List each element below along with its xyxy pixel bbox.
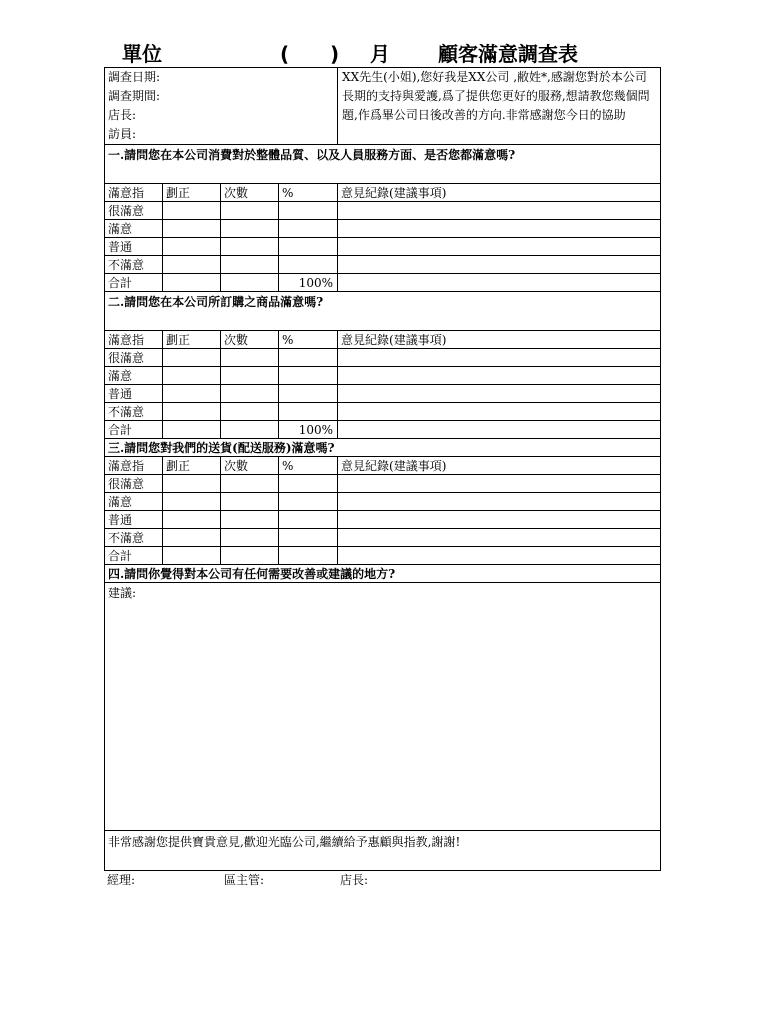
count-cell[interactable] [221, 511, 279, 529]
section-1-total-row [105, 274, 661, 292]
count-cell[interactable] [221, 256, 279, 274]
total-label: 合計 [105, 421, 163, 439]
section-2-total-row [105, 421, 661, 439]
tally-cell[interactable] [163, 421, 221, 439]
header-satisfaction: 滿意指 [105, 457, 163, 475]
percent-cell[interactable] [279, 385, 338, 403]
tally-cell[interactable] [163, 256, 221, 274]
comment-cell[interactable] [338, 529, 661, 547]
title-paren-close: ) [330, 42, 340, 66]
tally-cell[interactable] [163, 202, 221, 220]
total-percent: 100% [279, 421, 338, 439]
tally-cell[interactable] [163, 511, 221, 529]
percent-cell[interactable] [279, 403, 338, 421]
percent-cell[interactable] [279, 238, 338, 256]
suggestion-area[interactable] [105, 583, 661, 831]
section-3-row-very-satisfied [105, 475, 661, 493]
percent-cell[interactable] [279, 511, 338, 529]
survey-table [104, 67, 661, 871]
percent-cell[interactable] [279, 475, 338, 493]
header-satisfaction: 滿意指 [105, 331, 163, 349]
question-1-row [105, 145, 661, 184]
section-2-row-dissatisfied [105, 403, 661, 421]
count-cell[interactable] [221, 349, 279, 367]
percent-cell[interactable] [279, 529, 338, 547]
tally-cell[interactable] [163, 274, 221, 292]
tally-cell[interactable] [163, 238, 221, 256]
comment-cell[interactable] [338, 511, 661, 529]
comment-cell[interactable] [338, 493, 661, 511]
header-count: 次數 [221, 184, 279, 202]
level-label: 普通 [105, 385, 163, 403]
section-2-header-row [105, 331, 661, 349]
count-cell[interactable] [221, 274, 279, 292]
section-2-row-average [105, 385, 661, 403]
section-3-row-satisfied [105, 493, 661, 511]
count-cell[interactable] [221, 238, 279, 256]
count-cell[interactable] [221, 547, 279, 565]
level-label: 不滿意 [105, 529, 163, 547]
section-3-row-average [105, 511, 661, 529]
header-percent: % [279, 457, 338, 475]
question-1: 一.請問您在本公司消費對於整體品質、以及人員服務方面、是否您都滿意嗎? [105, 145, 661, 184]
percent-cell[interactable] [279, 493, 338, 511]
thanks-row [105, 831, 661, 871]
question-3: 三.請問您對我們的送貨(配送服務)滿意嗎? [105, 439, 661, 457]
count-cell[interactable] [221, 475, 279, 493]
total-percent: 100% [279, 274, 338, 292]
tally-cell[interactable] [163, 385, 221, 403]
percent-cell[interactable] [279, 220, 338, 238]
level-label: 很滿意 [105, 202, 163, 220]
tally-cell[interactable] [163, 349, 221, 367]
level-label: 滿意 [105, 493, 163, 511]
header-tally: 劃正 [163, 457, 221, 475]
count-cell[interactable] [221, 367, 279, 385]
count-cell[interactable] [221, 220, 279, 238]
greeting-text: XX先生(小姐),您好我是XX公司 ,敝姓*,感謝您對於本公司長期的支持與愛護,爲了提供您更好的服務,想請教您幾個問題,作爲畢公司日後改善的方向.非常感謝您今日的協助 [338, 68, 661, 145]
title-month: 月 [370, 42, 390, 66]
section-1-row-average [105, 238, 661, 256]
comment-cell[interactable] [338, 220, 661, 238]
question-3-row [105, 439, 661, 457]
header-tally: 劃正 [163, 184, 221, 202]
header-comments: 意見紀錄(建議事項) [338, 331, 661, 349]
comment-cell[interactable] [338, 403, 661, 421]
level-label: 很滿意 [105, 475, 163, 493]
count-cell[interactable] [221, 493, 279, 511]
percent-cell[interactable] [279, 349, 338, 367]
manager-signature: 經理: [107, 873, 136, 887]
header-percent: % [279, 184, 338, 202]
level-label: 普通 [105, 238, 163, 256]
section-1-row-satisfied [105, 220, 661, 238]
header-percent: % [279, 331, 338, 349]
header-satisfaction: 滿意指 [105, 184, 163, 202]
visitor-field: 訪員: [108, 127, 137, 141]
form-title [104, 40, 660, 68]
count-cell[interactable] [221, 403, 279, 421]
comment-cell[interactable] [338, 475, 661, 493]
level-label: 不滿意 [105, 256, 163, 274]
question-4-row [105, 565, 661, 583]
header-comments: 意見紀錄(建議事項) [338, 457, 661, 475]
section-1-row-dissatisfied [105, 256, 661, 274]
percent-cell[interactable] [279, 202, 338, 220]
level-label: 滿意 [105, 220, 163, 238]
tally-cell[interactable] [163, 529, 221, 547]
count-cell[interactable] [221, 202, 279, 220]
level-label: 很滿意 [105, 349, 163, 367]
section-2-row-satisfied [105, 367, 661, 385]
question-2: 二.請問您在本公司所訂購之商品滿意嗎? [105, 292, 661, 331]
section-2-row-very-satisfied [105, 349, 661, 367]
comment-cell[interactable] [338, 385, 661, 403]
percent-cell[interactable] [279, 256, 338, 274]
count-cell[interactable] [221, 385, 279, 403]
section-1-header-row [105, 184, 661, 202]
comment-cell[interactable] [338, 202, 661, 220]
title-unit: 單位 [122, 42, 162, 66]
question-2-row [105, 292, 661, 331]
count-cell[interactable] [221, 529, 279, 547]
area-supervisor-signature: 區主管: [224, 873, 265, 887]
suggestion-row [105, 583, 661, 831]
comment-cell[interactable] [338, 421, 661, 439]
section-3-total-row [105, 547, 661, 565]
header-tally: 劃正 [163, 331, 221, 349]
header-comments: 意見紀錄(建議事項) [338, 184, 661, 202]
tally-cell[interactable] [163, 403, 221, 421]
section-3-header-row [105, 457, 661, 475]
comment-cell[interactable] [338, 367, 661, 385]
comment-cell[interactable] [338, 238, 661, 256]
section-1-row-very-satisfied [105, 202, 661, 220]
total-label: 合計 [105, 274, 163, 292]
comment-cell[interactable] [338, 349, 661, 367]
signature-line [107, 871, 663, 889]
comment-cell[interactable] [338, 547, 661, 565]
tally-cell[interactable] [163, 367, 221, 385]
count-cell[interactable] [221, 421, 279, 439]
comment-cell[interactable] [338, 274, 661, 292]
question-4: 四.請問你覺得對本公司有任何需要改善或建議的地方? [105, 565, 661, 583]
comment-cell[interactable] [338, 256, 661, 274]
title-paren-open: ( [280, 42, 290, 66]
tally-cell[interactable] [163, 220, 221, 238]
header-count: 次數 [221, 331, 279, 349]
suggestion-label: 建議: [108, 586, 137, 600]
thanks-text: 非常感謝您提供寶貴意見,歡迎光臨公司,繼續給予惠顧與指教,謝謝! [105, 831, 661, 871]
tally-cell[interactable] [163, 493, 221, 511]
title-form-name: 顧客滿意調查表 [438, 42, 578, 66]
store-manager-signature: 店長: [340, 873, 369, 887]
info-fields [105, 68, 338, 145]
level-label: 不滿意 [105, 403, 163, 421]
tally-cell[interactable] [163, 475, 221, 493]
percent-cell[interactable] [279, 547, 338, 565]
info-row [105, 68, 661, 145]
tally-cell[interactable] [163, 547, 221, 565]
survey-period-field: 調查期間: [108, 89, 161, 103]
percent-cell[interactable] [279, 367, 338, 385]
store-manager-field: 店長: [108, 108, 137, 122]
section-3-row-dissatisfied [105, 529, 661, 547]
total-label: 合計 [105, 547, 163, 565]
header-count: 次數 [221, 457, 279, 475]
level-label: 普通 [105, 511, 163, 529]
level-label: 滿意 [105, 367, 163, 385]
survey-date-field: 調查日期: [108, 70, 161, 84]
